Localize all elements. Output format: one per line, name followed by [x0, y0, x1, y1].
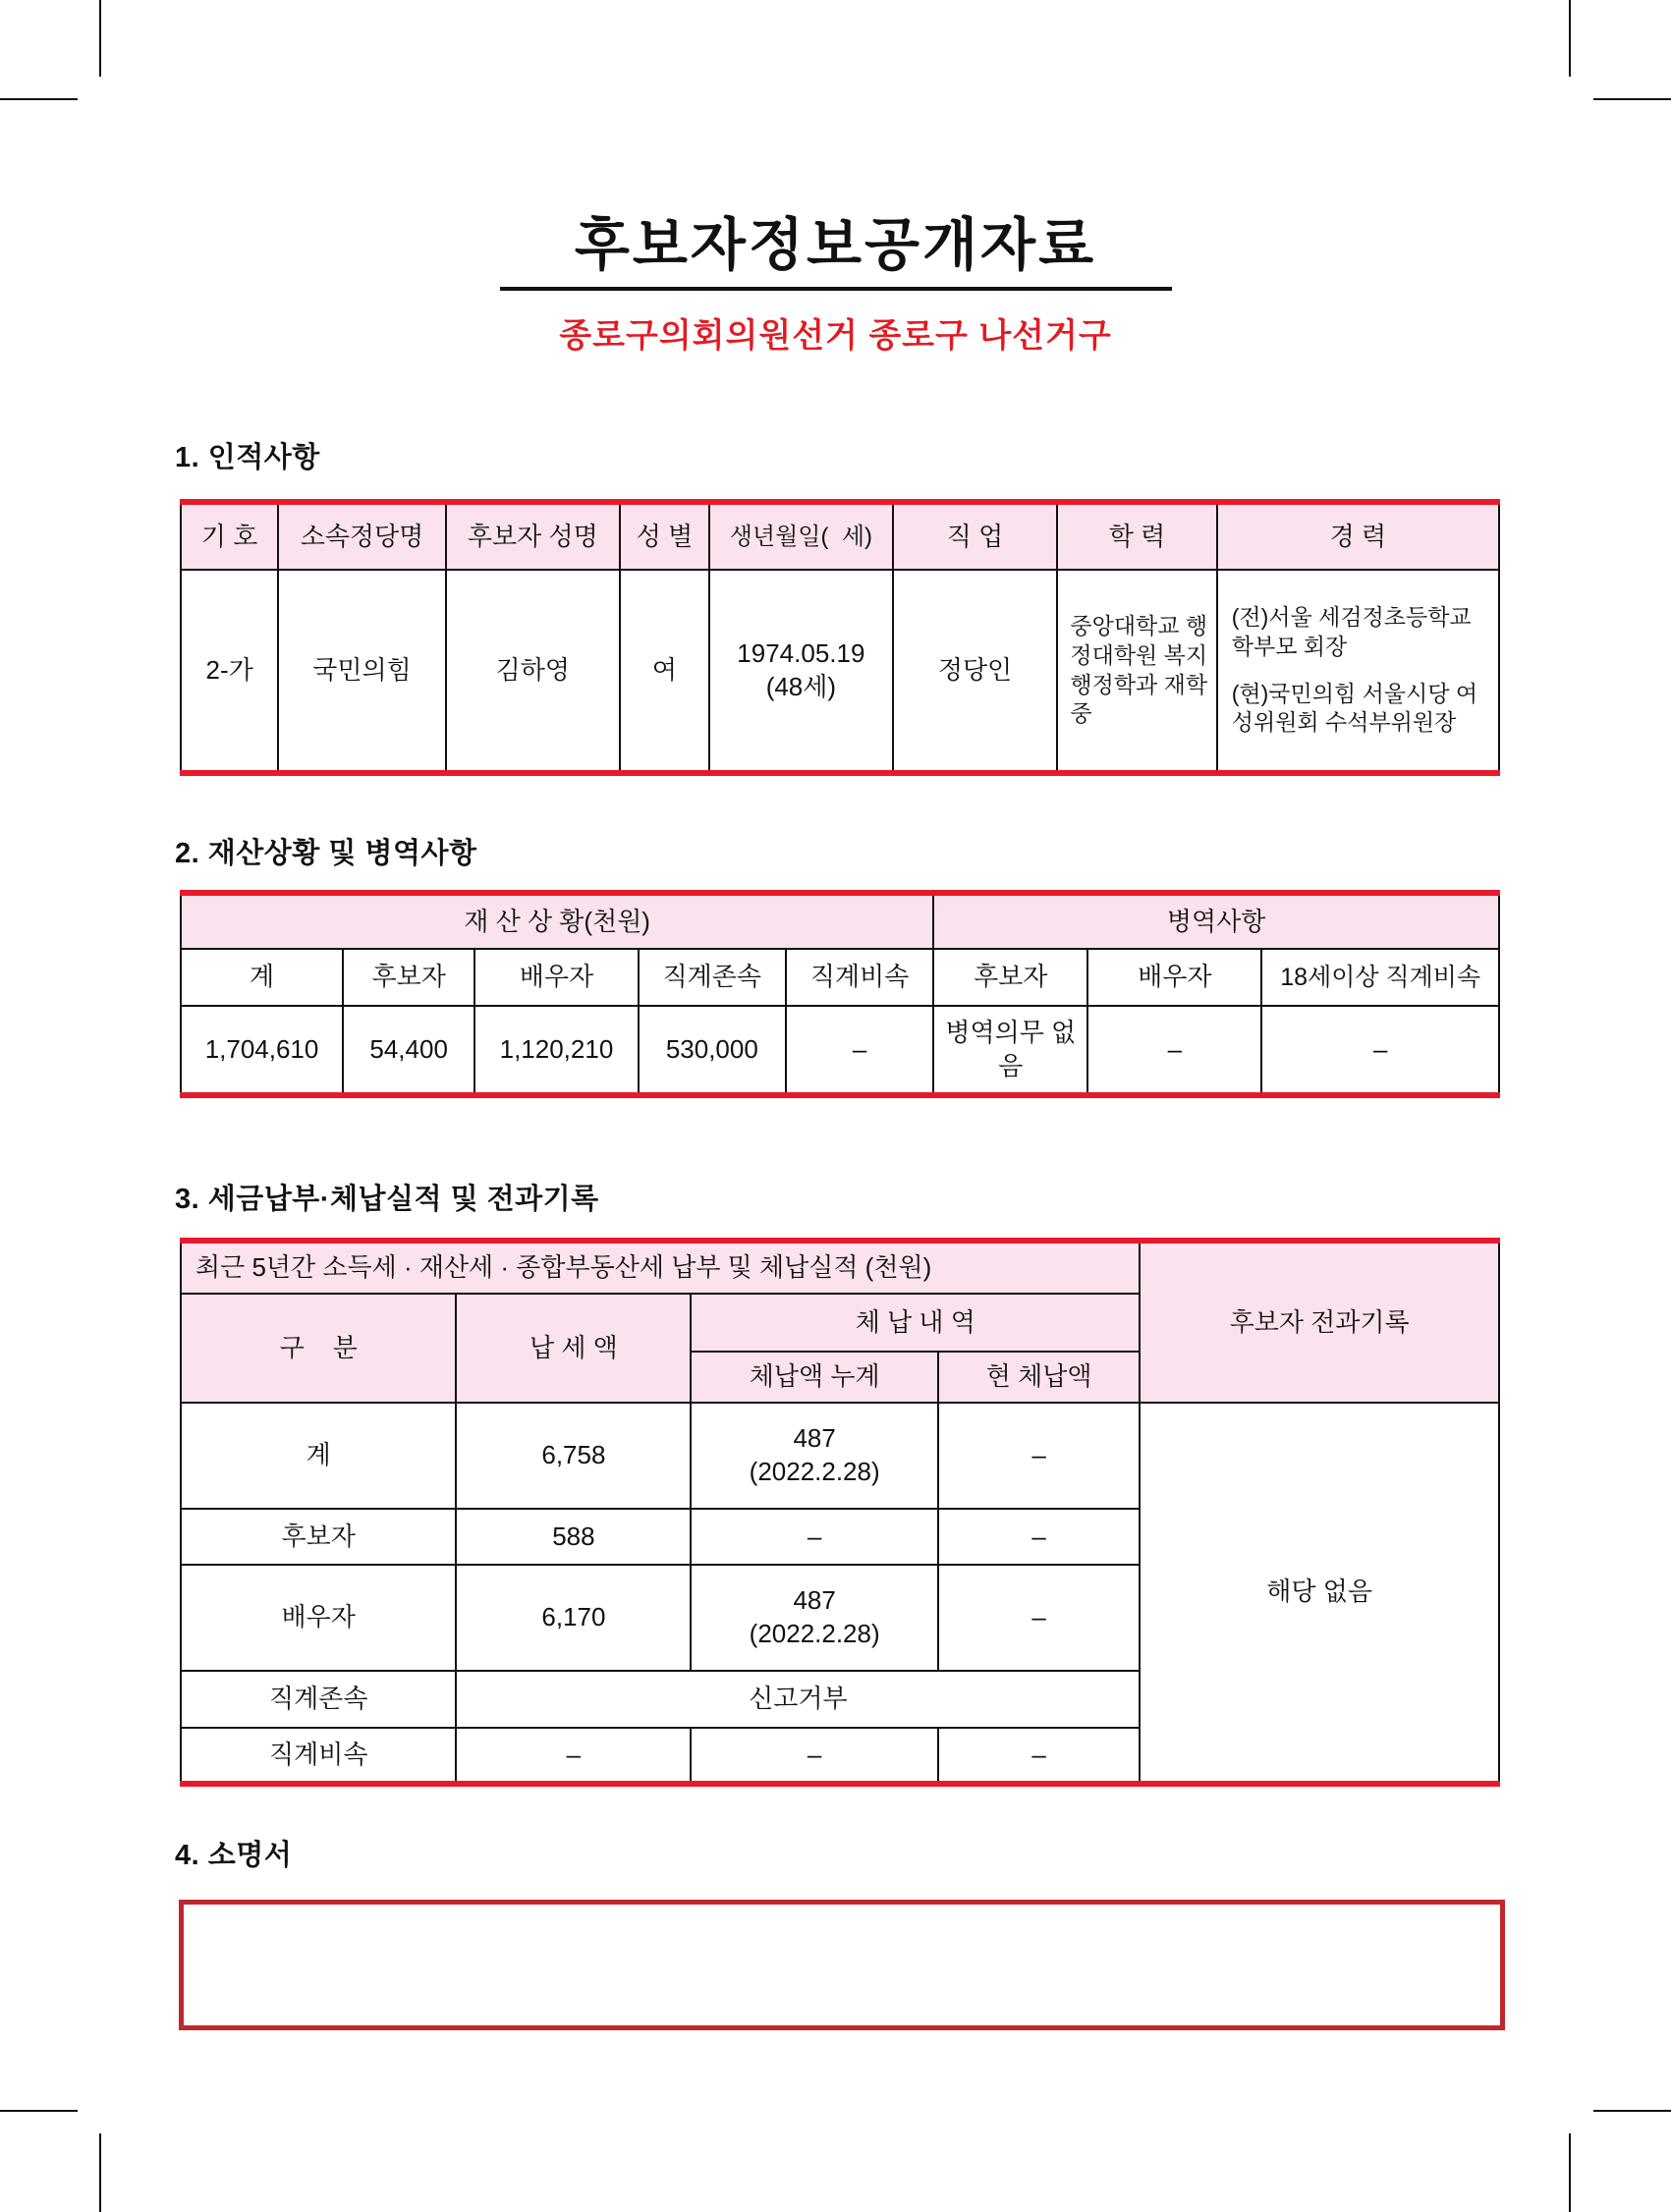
row-spouse-accum: [691, 1565, 938, 1671]
tax-band-header: 최근 5년간 소득세 · 재산세 · 종합부동산세 납부 및 체납실적 (천원): [181, 1241, 1140, 1294]
career-item-1: (전)서울 세검정초등학교 학부모 회장: [1231, 603, 1472, 659]
row-spouse-tax: 6,170: [456, 1565, 691, 1671]
header-birth: 생년월일( 세): [709, 502, 893, 570]
header-name: 후보자 성명: [446, 502, 620, 570]
value-military-descendant: –: [1261, 1006, 1499, 1095]
tax-record-table: [180, 1238, 1500, 1787]
row-descend-label: 직계비속: [181, 1728, 456, 1784]
row-ascend-refusal: 신고거부: [456, 1671, 1140, 1728]
header-tax-paid: 납 세 액: [456, 1294, 691, 1403]
row-total-label: 계: [181, 1403, 456, 1509]
header-total: 계: [181, 949, 343, 1006]
crop-mark-bottom-left-h: [0, 2110, 78, 2112]
crop-mark-top-right-v: [1569, 0, 1571, 77]
page-subtitle: 종로구의회의원선거 종로구 나선거구: [559, 316, 1112, 355]
crop-mark-bottom-left-v: [99, 2133, 101, 2212]
header-military-spouse: 배우자: [1087, 949, 1261, 1006]
header-arrears-accum: 체납액 누계: [691, 1352, 938, 1403]
header-career: 경 력: [1217, 502, 1499, 570]
cell-name: 김하영: [446, 570, 620, 773]
value-descendant: –: [786, 1006, 933, 1095]
career-item-2: (현)국민의힘 서울시당 여성위원회 수석부위원장: [1231, 680, 1478, 736]
section3-heading: 3. 세금납부·체납실적 및 전과기록: [175, 1184, 599, 1215]
property-military-table: [180, 890, 1500, 1098]
cell-birth: [709, 570, 893, 773]
cell-job: 정당인: [893, 570, 1058, 773]
header-spouse: 배우자: [474, 949, 638, 1006]
accum-date: (2022.2.28): [749, 1619, 880, 1648]
section1-heading: 1. 인적사항: [175, 442, 320, 473]
cell-symbol: 2-가: [181, 570, 278, 773]
title-underline: [500, 287, 1172, 291]
header-arrears-current: 현 체납액: [938, 1352, 1140, 1403]
row-spouse-label: 배우자: [181, 1565, 456, 1671]
accum-amount: 487: [793, 1423, 836, 1454]
header-descendant: 직계비속: [786, 949, 933, 1006]
value-military-spouse: –: [1087, 1006, 1261, 1095]
row-total-current: –: [938, 1403, 1140, 1509]
header-job: 직 업: [893, 502, 1058, 570]
row-descend-tax: –: [456, 1728, 691, 1784]
row-total-tax: 6,758: [456, 1403, 691, 1509]
statement-box: [179, 1900, 1505, 2030]
title-block: [0, 214, 1671, 357]
cell-party: 국민의힘: [278, 570, 445, 773]
crop-mark-top-left-v: [99, 0, 101, 77]
row-cand-tax: 588: [456, 1509, 691, 1565]
crop-mark-top-right-h: [1593, 98, 1671, 100]
personal-info-table: [180, 499, 1500, 776]
value-total: 1,704,610: [181, 1006, 343, 1095]
header-party: 소속정당명: [278, 502, 445, 570]
cell-gender: 여: [620, 570, 709, 773]
crop-mark-bottom-right-v: [1569, 2133, 1571, 2212]
header-symbol: 기 호: [181, 502, 278, 570]
header-category: 구 분: [181, 1294, 456, 1403]
crop-mark-top-left-h: [0, 98, 78, 100]
birth-date: 1974.05.19: [737, 637, 865, 668]
criminal-record-value: 해당 없음: [1140, 1403, 1499, 1784]
group-header-property: 재 산 상 황(천원): [181, 893, 933, 949]
header-candidate: 후보자: [343, 949, 474, 1006]
value-spouse: 1,120,210: [474, 1006, 638, 1095]
row-spouse-current: –: [938, 1565, 1140, 1671]
value-candidate: 54,400: [343, 1006, 474, 1095]
cell-education: 중앙대학교 행정대학원 복지행정학과 재학 중: [1057, 570, 1216, 773]
row-cand-accum: –: [691, 1509, 938, 1565]
value-ascendant: 530,000: [639, 1006, 786, 1095]
group-header-military: 병역사항: [933, 893, 1499, 949]
row-descend-current: –: [938, 1728, 1140, 1784]
row-cand-current: –: [938, 1509, 1140, 1565]
page-title: 후보자정보공개자료: [574, 213, 1097, 277]
accum-amount: 487: [793, 1585, 836, 1616]
row-cand-label: 후보자: [181, 1509, 456, 1565]
section4-heading: 4. 소명서: [175, 1840, 293, 1871]
value-military-candidate: 병역의무 없음: [933, 1006, 1087, 1095]
crop-mark-bottom-right-h: [1593, 2110, 1671, 2112]
birth-age: (48세): [765, 671, 837, 701]
accum-date: (2022.2.28): [749, 1457, 880, 1486]
header-military-descendant: 18세이상 직계비속: [1261, 949, 1499, 1006]
section2-heading: 2. 재산상황 및 병역사항: [175, 838, 477, 869]
header-military-candidate: 후보자: [933, 949, 1087, 1006]
row-total-accum: [691, 1403, 938, 1509]
cell-career: [1217, 570, 1499, 773]
row-descend-accum: –: [691, 1728, 938, 1784]
criminal-record-header: 후보자 전과기록: [1140, 1241, 1499, 1403]
header-ascendant: 직계존속: [639, 949, 786, 1006]
row-ascend-label: 직계존속: [181, 1671, 456, 1728]
header-education: 학 력: [1057, 502, 1216, 570]
header-gender: 성 별: [620, 502, 709, 570]
header-arrears: 체 납 내 역: [691, 1294, 1140, 1352]
